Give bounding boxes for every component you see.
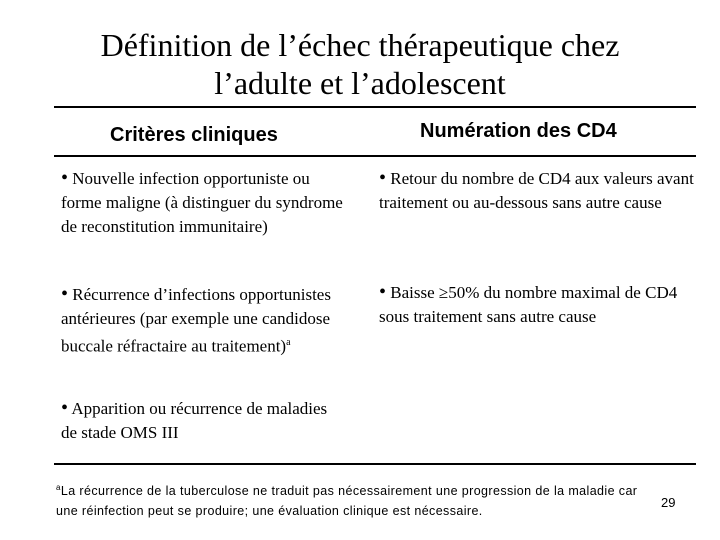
footnote-text: La récurrence de la tuberculose ne traduit pas nécessairement une progression de la maladie car une réinfection peut se produire; une évaluation clinique est nécessaire. [56,484,638,519]
bullet-icon: • [61,283,69,305]
title-line-1: Définition de l’échec thérapeutique chez [100,27,620,63]
slide-title [20,26,700,102]
bullet-icon: • [379,281,387,303]
clinical-criterion-2 [61,282,346,359]
clinical-criteria-header: Critères cliniques [110,124,278,146]
top-divider [54,106,696,108]
header-divider [54,155,696,157]
cd4-criterion-text: Baisse ≥50% du nombre maximal de CD4 sous traitement sans autre cause [379,283,678,326]
bullet-icon: • [379,167,387,189]
page-number: 29 [661,495,676,510]
cd4-criterion-1 [379,166,694,215]
clinical-criterion-3 [61,396,346,445]
footnote-divider [54,463,696,465]
bullet-icon: • [61,167,69,189]
clinical-criterion-text: Nouvelle infection opportuniste ou forme maligne (à distinguer du syndrome de reconstitution immunitaire) [61,169,343,236]
cd4-criterion-text: Retour du nombre de CD4 aux valeurs avant traitement ou au-dessous sans autre cause [379,169,694,212]
footnote-marker: a [56,483,61,492]
clinical-criterion-text: Apparition ou récurrence de maladies de stade OMS III [61,399,328,442]
footnote-marker: a [286,337,291,348]
bullet-icon: • [61,397,69,419]
cd4-count-header: Numération des CD4 [420,120,617,142]
clinical-criterion-text: Récurrence d’infections opportunistes antérieures (par exemple une candidose buccale réfractaire au traitement) [61,285,331,356]
title-line-2: l’adulte et l’adolescent [214,65,506,101]
footnote [56,478,646,521]
clinical-criterion-1 [61,166,346,239]
cd4-criterion-2 [379,280,694,329]
